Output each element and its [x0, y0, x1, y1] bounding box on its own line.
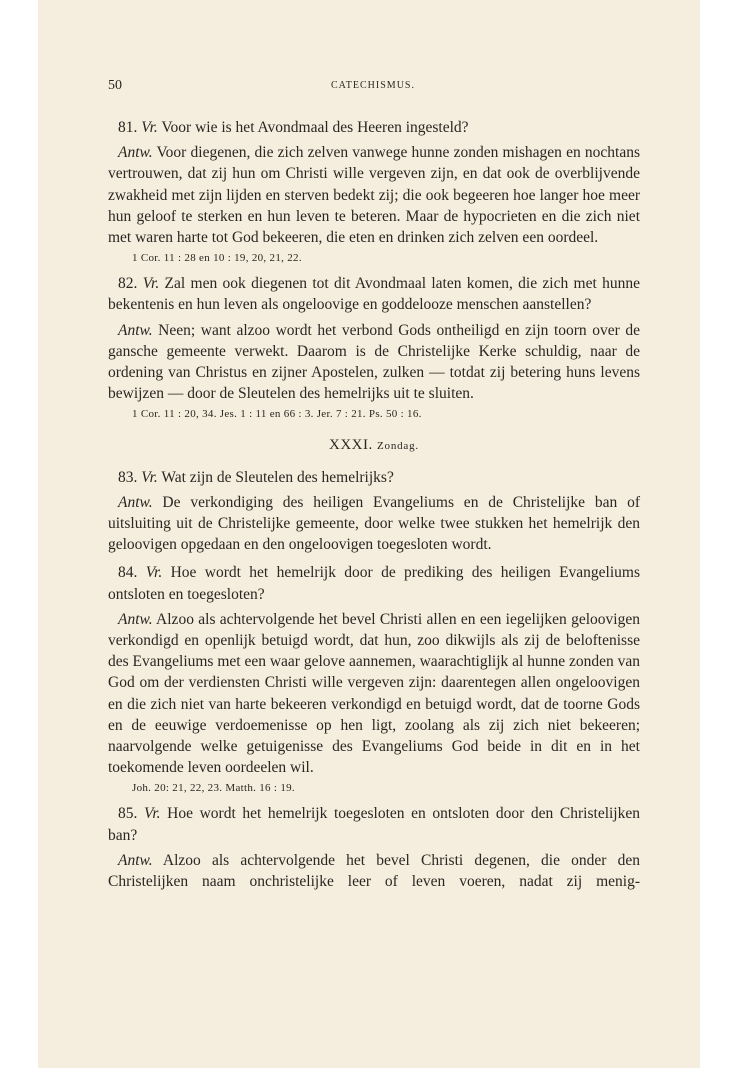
answer-text: Alzoo als achtervolgende het bevel Christi allen en een iegelijken geloovigen verkondigd en openlijk betuigd wordt, dat hun, zoo dikwijls als zij de beloftenisse des Evangeliums met een waar gelove aannemen, waarachtiglijk al hunne zonden van God om der verdiensten Christi wille vergeven zijn: daarentegen allen ongeloovigen en die zich niet van harte bekeeren verkondigd en betuigd wordt, dat de toorne Gods en de eeuwige verdoemenisse op hen ligt, zoolang als zij zich niet bekeeren; naarvolgende welke getuigenisse des Evangeliums God beide in dit en in het toekomende leven oordeelen wil.: [108, 610, 640, 777]
question-text: Wat zijn de Sleutelen des hemelrijks?: [157, 468, 394, 486]
section-heading: [108, 435, 640, 457]
answer-85: [108, 850, 640, 892]
page-body: [108, 110, 640, 892]
question-number: 84.: [118, 564, 138, 582]
section-title: Zondag.: [377, 440, 419, 453]
answer-81: [108, 142, 640, 248]
page-header: [108, 78, 638, 98]
answer-83: [108, 492, 640, 556]
answer-text: Neen; want alzoo wordt het verbond Gods ontheiligd en zijn toorn over de gansche gemeente verwekt. Daarom is de Christelijke Kerke schuldig, naar de ordening van Christus en zijner Apostelen, zulken — totdat zij betering huns levens bewijzen — door de Sleutelen des hemelrijks uit te sluiten.: [108, 321, 640, 403]
question-text: Hoe wordt het hemelrijk door de prediking des heiligen Evangeliums ontsloten en toegesloten?: [108, 564, 641, 603]
question-label: Vr.: [141, 468, 158, 486]
scripture-reference-81: 1 Cor. 11 : 28 en 10 : 19, 20, 21, 22.: [132, 252, 302, 265]
answer-label: Antw.: [118, 493, 153, 511]
question-number: 82.: [118, 275, 138, 293]
question-83: [108, 467, 640, 488]
question-number: 85.: [118, 805, 138, 823]
question-82: [108, 273, 640, 315]
answer-84: [108, 609, 640, 779]
answer-label: Antw.: [118, 144, 153, 162]
question-label: Vr.: [141, 119, 158, 136]
question-84: [108, 562, 640, 604]
scripture-reference-82: 1 Cor. 11 : 20, 34. Jes. 1 : 11 en 66 : 3. Jer. 7 : 21. Ps. 50 : 16.: [132, 408, 422, 421]
answer-label: Antw.: [118, 610, 153, 628]
answer-text: Voor diegenen, die zich zelven vanwege hunne zonden mishagen en nochtans vertrouwen, dat zij hun om Christi wille vergeven zijn, en dat ook de overblijvende zwakheid met zijn lijden en sterven bedekt zij; die ook begeeren hoe langer hoe meer hun geloof te sterken en hun leven te beteren. Maar de hypocrieten en die zich niet met waren harte tot God bekeeren, die eten en drinken zich zelven een oordeel.: [108, 144, 640, 247]
question-number: 81.: [118, 119, 138, 136]
page-number: 50: [108, 78, 122, 93]
question-label: Vr.: [145, 564, 163, 582]
question-text: Zal men ook diegenen tot dit Avondmaal laten komen, die zich met hunne bekentenis en hun leven als ongeloovige en goddelooze menschen aanstellen?: [108, 275, 640, 314]
question-label: Vr.: [142, 275, 160, 293]
question-text: Hoe wordt het hemelrijk toegesloten en ontsloten door den Christelijken ban?: [108, 805, 640, 844]
question-number: 83.: [118, 468, 138, 486]
section-number: XXXI.: [329, 437, 373, 454]
question-81: [108, 117, 640, 138]
answer-label: Antw.: [118, 321, 153, 339]
answer-text: De verkondiging des heiligen Evangeliums en de Christelijke ban of uitsluiting uit de Christelijke gemeente, door welke twee stukken het hemelrijk den geloovigen opgedaan en den ongeloovigen toegesloten wordt.: [108, 493, 640, 554]
answer-label: Antw.: [118, 851, 153, 869]
answer-text: Alzoo als achtervolgende het bevel Christi degenen, die onder den Christelijken naam onchristelijke leer of leven voeren, nadat zij menig-: [108, 851, 640, 891]
answer-82: [108, 320, 640, 405]
question-label: Vr.: [144, 805, 161, 823]
question-85: [108, 803, 640, 845]
running-head: CATECHISMUS.: [331, 80, 415, 91]
scripture-reference-84: Joh. 20: 21, 22, 23. Matth. 16 : 19.: [132, 782, 295, 795]
question-text: Voor wie is het Avondmaal des Heeren ingesteld?: [157, 119, 469, 136]
